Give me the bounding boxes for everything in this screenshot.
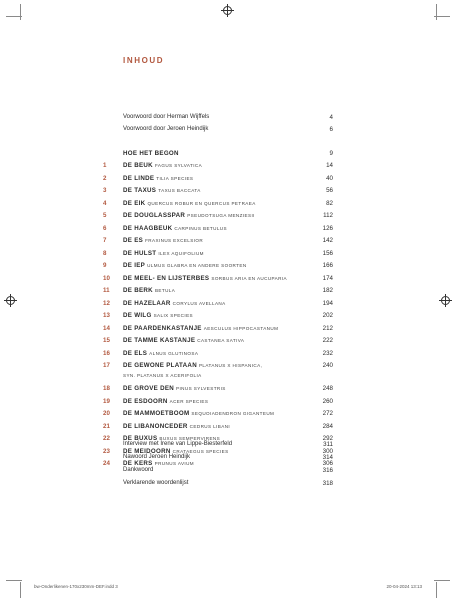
chapter-name: DE BERK [123,287,153,294]
toc-entry [0,465,456,476]
toc-entry-text: Voorwoord door Herman Wijffels [123,114,210,120]
toc-page-number: 248 [322,385,333,392]
chapter-number: 16 [103,349,110,357]
chapter-number: 11 [103,287,110,294]
toc-entry-text: Dankwoord [123,467,154,473]
toc-entry [0,452,456,463]
chapter-latin-name: ALNUS GLUTINOSA [149,350,199,356]
chapter-title [123,185,201,196]
toc-page-number: 126 [322,224,333,232]
toc-chapter-entry [0,348,456,359]
chapter-number: 15 [103,337,110,344]
chapter-number: 2 [103,174,107,182]
chapter-number: 18 [103,385,110,392]
chapter-latin-name: CEDRUS LIBANI [189,423,231,429]
page-title: INHOUD [123,56,165,65]
chapter-title [123,310,193,321]
toc-chapter-entry [0,260,456,271]
chapter-latin-name: ULMUS GLABRA EN ANDERE SOORTEN [147,263,247,268]
chapter-title [123,348,198,359]
toc-page-number: 82 [326,199,333,207]
toc-chapter-entry [0,248,456,259]
crop-mark [20,4,21,20]
toc-page-number: 202 [322,312,333,319]
chapter-name: DE GEWONE PLATAAN [123,362,197,369]
chapter-number: 19 [103,397,110,405]
chapter-name: DE LIBANONCEDER [123,422,188,430]
chapter-number: 9 [103,262,107,269]
toc-page-number: 240 [322,362,333,369]
chapter-title [123,408,274,419]
chapter-title [123,248,204,259]
chapter-latin-name: PLATANUS X HISPANICA, [198,363,263,368]
toc-chapter-entry [0,223,456,234]
chapter-latin-name: SEQUOIADENDRON GIGANTEUM [191,411,275,416]
chapter-latin-name: CARPINUS BETULUS [174,225,227,231]
toc-entry [0,148,456,159]
chapter-number: 8 [103,249,107,257]
chapter-latin-name: TILIA SPECIES [156,175,194,181]
chapter-latin-name: BUXUS SEMPERVIRENS [159,436,221,441]
chapter-name: DE HULST [123,249,157,257]
toc-page-number: 212 [322,324,333,332]
chapter-title [123,260,247,271]
toc-page-number: 6 [329,126,333,133]
toc-chapter-entry [0,160,456,171]
chapter-number: 23 [103,447,110,455]
crop-mark [6,580,22,581]
toc-page-number: 14 [326,162,333,169]
chapter-number: 5 [103,212,107,219]
toc-chapter-entry [0,360,456,371]
toc-page-number: 174 [322,274,333,282]
chapter-latin-name: SORBUS ARIA EN AUCUPARIA [211,275,288,281]
chapter-title [123,198,256,209]
toc-chapter-entry [0,421,456,432]
chapter-number: 13 [103,312,110,319]
crop-mark [434,580,450,581]
chapter-title [123,421,230,432]
toc-chapter-entry [0,185,456,196]
slug-date: 20-04-2024 13:13 [386,584,422,589]
toc-page-number: 182 [322,287,333,294]
toc-page-number: 318 [322,480,333,487]
chapter-number: 17 [103,362,110,369]
toc-chapter-entry [0,235,456,246]
toc-chapter-entry [0,383,456,394]
chapter-name: DE ES [123,237,144,244]
toc-page-number: 40 [326,174,333,182]
chapter-name: DE HAZELAAR [123,299,171,307]
toc-entry-text: Voorwoord door Jeroen Heindijk [123,126,209,132]
chapter-number: 14 [103,324,110,332]
chapter-title [123,173,193,184]
toc-page-number: 232 [322,349,333,357]
crop-mark [436,4,437,20]
chapter-number: 21 [103,422,110,430]
toc-entry [0,112,456,123]
toc-page-number: 4 [329,114,333,121]
chapter-name: DE HAAGBEUK [123,224,173,232]
chapter-name: DE BUXUS [123,435,158,442]
registration-mark-icon [223,6,232,15]
chapter-name: DE PAARDENKASTANJE [123,324,202,332]
chapter-number: 24 [103,460,110,467]
toc-entry-text: Verklarende woordenlijst [123,480,189,486]
toc-page-number: 166 [322,262,333,269]
chapter-latin-name: TAXUS BACCATA [158,188,201,193]
chapter-latin-name: AESCULUS HIPPOCASTANUM [203,325,279,331]
toc-page-number: 56 [326,187,333,194]
toc-chapter-entry [0,310,456,321]
chapter-title [123,298,226,309]
chapter-latin-name: BETULA [154,288,176,293]
chapter-latin-name: CASTANEA SATIVA [197,338,245,343]
toc-section-heading: HOE HET BEGON [123,150,179,157]
chapter-title [123,335,244,346]
chapter-name: DE EIK [123,199,146,207]
chapter-latin-name: FRAXINUS EXCELSIOR [145,238,204,243]
chapter-name: DE KERS [123,460,153,467]
toc-chapter-entry [0,198,456,209]
chapter-title [123,396,208,407]
toc-chapter-entry [0,210,456,221]
chapter-number: 20 [103,410,110,417]
chapter-name: DE GROVE DEN [123,385,175,392]
toc-page-number: 222 [322,337,333,344]
chapter-latin-name: CORYLUS AVELLANA [172,300,226,306]
chapter-name: DE ELS [123,349,148,357]
toc-chapter-entry [0,173,456,184]
chapter-latin-name: PSEUDOTSUGA MENZIESII [187,213,255,218]
chapter-title [123,360,262,371]
toc-entry [0,439,456,450]
toc-page-number: 194 [322,299,333,307]
chapter-number: 7 [103,237,107,244]
chapter-name: DE ESDOORN [123,397,168,405]
chapter-title [123,210,255,221]
toc-chapter-entry [0,298,456,309]
toc-page-number: 284 [322,422,333,430]
chapter-number: 10 [103,274,110,282]
toc-page-number: 260 [322,397,333,405]
toc-entry [0,478,456,489]
chapter-number: 3 [103,187,107,194]
chapter-name: DE DOUGLASSPAR [123,212,186,219]
chapter-name: DE LINDE [123,174,155,182]
toc-chapter-entry [0,323,456,334]
toc-entry-text: Interview met Irene van Lippe-Biesterfeld [123,441,233,447]
toc-page-number: 316 [322,467,333,474]
toc-page-number: 306 [322,460,333,467]
chapter-name: DE MAMMOETBOOM [123,410,190,417]
toc-chapter-entry [0,408,456,419]
toc-page-number: 292 [322,435,333,442]
chapter-title [123,223,227,234]
chapter-number: 4 [103,199,107,207]
chapter-latin-name: ILEX AQUIFOLIUM [158,250,204,256]
chapter-number: 6 [103,224,107,232]
toc-chapter-entry [0,396,456,407]
chapter-latin-name: FAGUS SYLVATICA [154,163,203,168]
chapter-latin-name: SALIX SPECIES [153,313,193,318]
toc-page-number: 142 [322,237,333,244]
crop-mark [436,582,437,598]
crop-mark [20,582,21,598]
chapter-name: DE BEUK [123,162,153,169]
chapter-latin-name-continued: SYN. PLATANUS X ACERIFOLIA [123,373,202,378]
toc-chapter-entry [0,335,456,346]
chapter-latin-name: CRATAEGUS SPECIES [172,448,229,454]
chapter-latin-name: QUERCUS ROBUR EN QUERCUS PETRAEA [147,200,256,206]
chapter-number: 1 [103,162,107,169]
chapter-latin-name: PRUNUS AVIUM [154,461,195,466]
chapter-number: 22 [103,435,110,442]
toc-entry [0,124,456,135]
toc-page-number: 314 [322,454,333,461]
toc-page-number: 9 [329,150,333,157]
chapter-latin-name: PINUS SYLVESTRIS [176,386,226,391]
chapter-title [123,160,202,171]
chapter-title [123,383,226,394]
toc-chapter-entry [0,285,456,296]
chapter-name: DE IEP [123,262,146,269]
chapter-title [123,323,278,334]
toc-page-number: 311 [323,441,333,448]
chapter-number: 12 [103,299,110,307]
toc-page-number: 112 [323,212,333,219]
chapter-name: DE TAMME KASTANJE [123,337,196,344]
chapter-latin-name: ACER SPECIES [169,398,209,404]
toc-page-number: 272 [322,410,333,417]
chapter-title [123,273,287,284]
toc-page-number: 156 [322,249,333,257]
toc-chapter-entry [0,273,456,284]
toc-page-number: 300 [322,447,333,455]
chapter-title [123,235,203,246]
slug-file-name: bw-Onderlikenen-170x230mm-DEF.indd 3 [34,584,118,589]
chapter-name: DE MEEL- EN LIJSTERBES [123,274,210,282]
chapter-name: DE WILG [123,312,152,319]
chapter-title [123,285,175,296]
chapter-name: DE TAXUS [123,187,157,194]
toc-entry-text: Nawoord Jeroen Heindijk [123,454,191,460]
chapter-name: DE MEIDOORN [123,447,171,455]
